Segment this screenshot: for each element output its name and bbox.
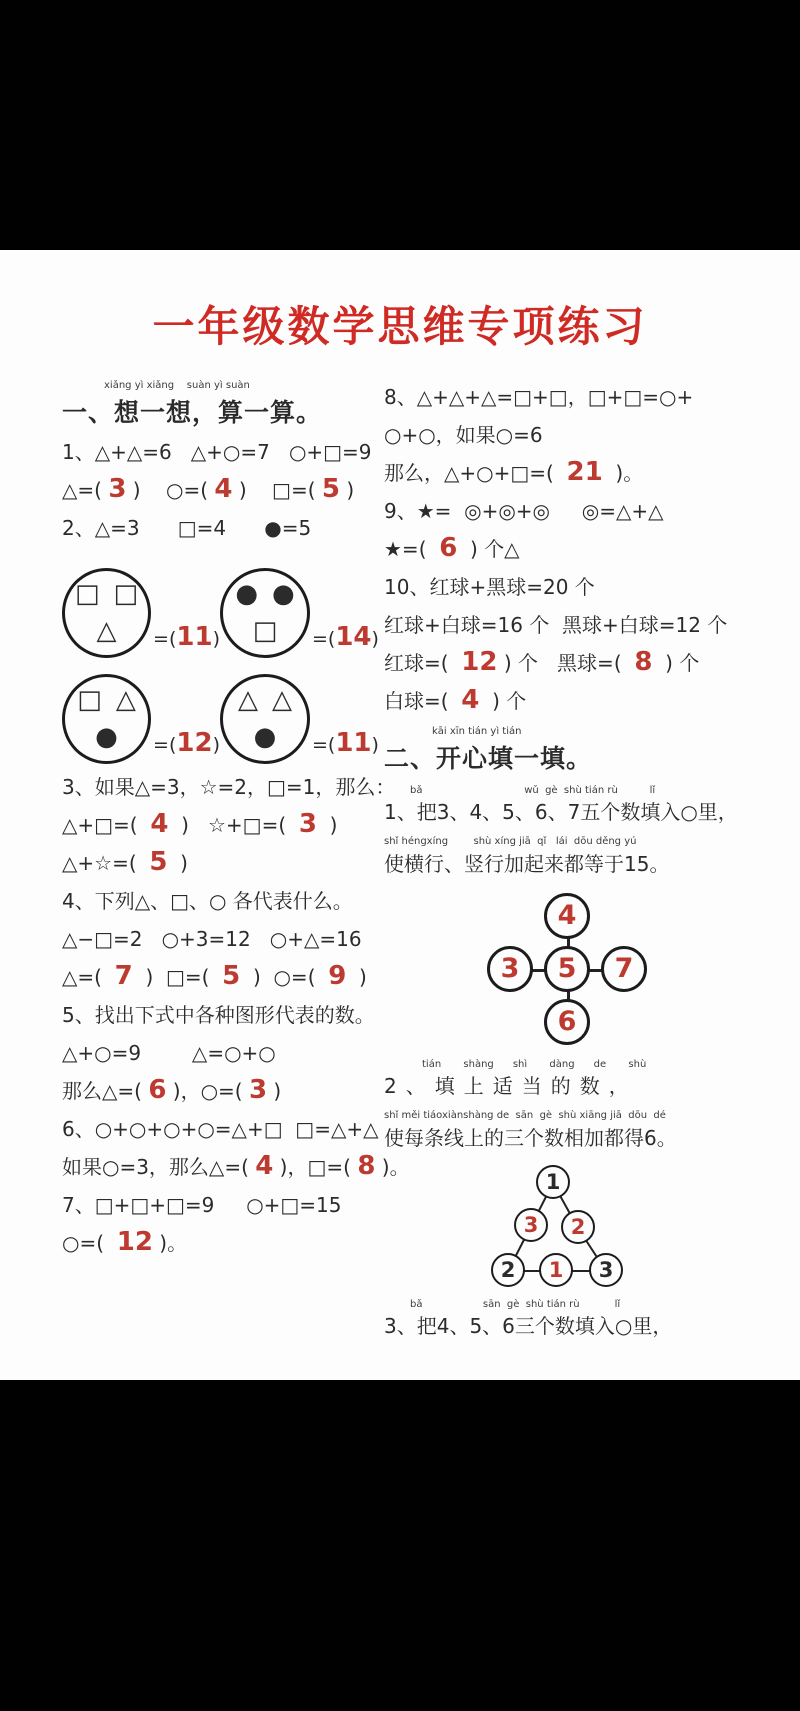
answer-value: 8 bbox=[634, 647, 653, 677]
square-shape: □ bbox=[74, 579, 100, 610]
answer-value: 7 bbox=[114, 960, 133, 991]
problem-10-line-1: 10、红球+黑球=20 个 bbox=[384, 575, 595, 599]
text-segment: 如果○=3，那么△=( bbox=[62, 1154, 256, 1179]
face-answer bbox=[153, 727, 220, 758]
face-circle bbox=[62, 674, 151, 764]
equals-open: =( bbox=[312, 627, 336, 650]
answer-value: 6 bbox=[439, 533, 458, 563]
triangle-figure bbox=[488, 1165, 638, 1293]
triangle-circle-bottom-left: 2 bbox=[491, 1253, 525, 1287]
answer-value: 4 bbox=[150, 808, 169, 839]
problem-4-equations: △−□=2 ○+3=12 ○+△=16 bbox=[62, 926, 362, 951]
triangle-shape: △ bbox=[238, 685, 258, 716]
problem-1-answers bbox=[62, 473, 382, 505]
answer-value: 11 bbox=[335, 727, 372, 758]
problem-4-answers bbox=[62, 960, 382, 992]
cross-circle-left: 3 bbox=[487, 946, 533, 992]
problem-5-equations: △+○=9 △=○+○ bbox=[62, 1040, 276, 1065]
answer-value: 4 bbox=[461, 685, 480, 715]
text-segment: )，○=( bbox=[166, 1078, 249, 1103]
dot-shape: ● bbox=[95, 721, 118, 752]
problem-3-answers-2 bbox=[62, 846, 382, 878]
text-segment: 红球=( bbox=[384, 651, 462, 675]
right-column bbox=[384, 374, 758, 1350]
equals-close: ) bbox=[212, 627, 220, 650]
text-segment: ) bbox=[346, 964, 367, 989]
pinyin-annotation: shǐ héngxíng shù xíng jiā qǐ lái dōu děng yú bbox=[384, 836, 637, 847]
answer-value: 4 bbox=[255, 1150, 274, 1181]
problem-10-line-2: 红球+白球=16 个 黑球+白球=12 个 bbox=[384, 613, 728, 637]
face-figure-2 bbox=[220, 552, 382, 658]
pinyin-annotation: kāi xīn tián yì tián bbox=[432, 726, 522, 737]
text-segment: ) 个△ bbox=[457, 537, 520, 561]
answer-value: 5 bbox=[222, 960, 241, 991]
text-segment: 那么，△+○+□=( bbox=[384, 461, 567, 485]
problem-10-answers-1 bbox=[384, 649, 758, 678]
fill-problem-1-statement-1: 1、把3、4、5、6、7五个数填入○里， bbox=[384, 800, 738, 824]
problem-6-equations: 6、○+○+○+○=△+□ □=△+△ bbox=[62, 1116, 379, 1141]
problem-9-equations: 9、★= ◎+◎+◎ ◎=△+△ bbox=[384, 499, 664, 523]
letterbox-bottom bbox=[0, 1380, 800, 1711]
problem-7-equations: 7、□+□+□=9 ○+□=15 bbox=[62, 1192, 342, 1217]
face-circle bbox=[220, 568, 310, 658]
problem-3-statement: 3、如果△=3，☆=2，□=1，那么： bbox=[62, 774, 396, 799]
face-circle bbox=[62, 568, 151, 658]
answer-value: 11 bbox=[176, 621, 213, 652]
problem-8-line-1: 8、△+△+△=□+□，□+□=○+ bbox=[384, 385, 694, 409]
answer-value: 3 bbox=[298, 808, 317, 839]
triangle-circle-middle-left: 3 bbox=[514, 1208, 548, 1242]
text-segment: 白球=( bbox=[384, 689, 462, 713]
cross-circle-center: 5 bbox=[544, 946, 590, 992]
problem-1-equations: 1、△+△=6 △+○=7 ○+□=9 bbox=[62, 439, 372, 464]
problem-6-answers bbox=[62, 1150, 410, 1182]
problem-2-legend: 2、△=3 □=4 ●=5 bbox=[62, 515, 312, 540]
face-figures bbox=[62, 552, 382, 764]
answer-value: 4 bbox=[214, 473, 233, 504]
square-shape: □ bbox=[77, 685, 102, 716]
text-segment: △+□=( bbox=[62, 812, 151, 837]
problem-8-line-2: ○+○，如果○=6 bbox=[384, 423, 543, 447]
section-one-heading: 一、想一想，算一算。 bbox=[62, 397, 323, 427]
answer-value: 14 bbox=[335, 621, 372, 652]
square-shape: □ bbox=[252, 615, 278, 646]
text-segment: ) ☆+□=( bbox=[168, 812, 299, 837]
cross-circle-right: 7 bbox=[601, 946, 647, 992]
answer-value: 5 bbox=[149, 846, 168, 877]
problem-9-answers bbox=[384, 535, 758, 564]
triangle-circle-top: 1 bbox=[536, 1165, 570, 1199]
triangle-shape: △ bbox=[272, 685, 292, 716]
equals-close: ) bbox=[371, 733, 379, 756]
letterbox-top bbox=[0, 0, 800, 250]
equals-open: =( bbox=[153, 627, 177, 650]
problem-7-answers bbox=[62, 1226, 382, 1258]
fill-problem-2-statement-1: 2、填上适当的数， bbox=[384, 1074, 638, 1098]
problem-10-answers-2 bbox=[384, 687, 758, 716]
text-segment: ) ○=( bbox=[240, 964, 329, 989]
face-figure-1 bbox=[62, 552, 220, 658]
text-segment: ) 个 bbox=[652, 651, 700, 675]
square-shape: □ bbox=[113, 579, 139, 610]
problem-8-answers bbox=[384, 459, 758, 488]
text-segment: )。 bbox=[152, 1230, 188, 1255]
answer-value: 21 bbox=[566, 457, 603, 487]
text-segment: △=( bbox=[62, 964, 115, 989]
text-segment: ) 个 黑球=( bbox=[497, 651, 635, 675]
face-answer bbox=[153, 621, 220, 652]
pinyin-annotation: tián shàng shì dàng de shù bbox=[422, 1058, 647, 1070]
answer-value: 9 bbox=[328, 960, 347, 991]
pinyin-annotation: bǎ wǔ gè shù tián rù lǐ bbox=[410, 784, 656, 796]
text-segment: ★=( bbox=[384, 537, 440, 561]
dot-shape: ● bbox=[235, 579, 258, 610]
triangle-circle-bottom-right: 3 bbox=[589, 1253, 623, 1287]
face-figure-3 bbox=[62, 658, 220, 764]
page-title: 一年级数学思维专项练习 bbox=[152, 302, 648, 351]
text-segment: )。 bbox=[602, 461, 644, 485]
problem-4-statement: 4、下列△、□、○ 各代表什么。 bbox=[62, 888, 353, 913]
left-column bbox=[62, 370, 410, 1267]
answer-value: 12 bbox=[176, 727, 213, 758]
text-segment: ) bbox=[267, 1078, 282, 1103]
pinyin-annotation: bǎ sān gè shù tián rù lǐ bbox=[410, 1298, 621, 1310]
fill-problem-1-statement-2: 使横行、竖行加起来都等于15。 bbox=[384, 851, 670, 876]
face-answer bbox=[312, 727, 379, 758]
answer-value: 12 bbox=[461, 647, 498, 677]
text-segment: ) □=( bbox=[132, 964, 223, 989]
face-figure-4 bbox=[220, 658, 382, 764]
triangle-shape: △ bbox=[96, 615, 117, 646]
equals-close: ) bbox=[371, 627, 379, 650]
dot-shape: ● bbox=[272, 579, 295, 610]
answer-value: 12 bbox=[116, 1226, 153, 1257]
text-segment: ) bbox=[316, 812, 338, 837]
text-segment: △=( bbox=[62, 477, 109, 502]
answer-value: 5 bbox=[321, 473, 340, 504]
pinyin-annotation: shǐ měi tiáoxiànshàng de sān gè shù xiāng jiā dōu dé bbox=[384, 1110, 666, 1121]
face-circle bbox=[220, 674, 310, 764]
section-two-heading: 二、开心填一填。 bbox=[384, 743, 593, 773]
text-segment: ) ○=( bbox=[126, 477, 215, 502]
text-segment: ) □=( bbox=[232, 477, 322, 502]
pinyin-annotation: xiǎng yì xiǎng suàn yì suàn bbox=[104, 380, 250, 391]
text-segment: ○=( bbox=[62, 1230, 117, 1255]
text-segment: )，□=( bbox=[273, 1154, 358, 1179]
triangle-circle-bottom-center: 1 bbox=[539, 1253, 573, 1287]
problem-5-statement: 5、找出下式中各种图形代表的数。 bbox=[62, 1002, 375, 1027]
cross-circle-bottom: 6 bbox=[544, 999, 590, 1045]
face-answer bbox=[312, 621, 379, 652]
answer-value: 8 bbox=[357, 1150, 376, 1181]
text-segment: 那么△=( bbox=[62, 1078, 149, 1103]
fill-problem-2-statement-2: 使每条线上的三个数相加都得6。 bbox=[384, 1125, 677, 1150]
worksheet-page bbox=[0, 250, 800, 1380]
dot-shape: ● bbox=[253, 721, 277, 752]
problem-5-answers bbox=[62, 1074, 382, 1106]
cross-figure bbox=[484, 893, 654, 1051]
text-segment: △+☆=( bbox=[62, 850, 150, 875]
problem-3-answers-1 bbox=[62, 808, 382, 840]
answer-value: 3 bbox=[108, 473, 127, 504]
equals-open: =( bbox=[153, 733, 177, 756]
text-segment: ) bbox=[339, 477, 355, 502]
text-segment: ) bbox=[167, 850, 188, 875]
triangle-circle-middle-right: 2 bbox=[561, 1210, 595, 1244]
text-segment: )。 bbox=[375, 1154, 410, 1179]
answer-value: 6 bbox=[148, 1074, 167, 1105]
answer-value: 3 bbox=[248, 1074, 268, 1105]
equals-close: ) bbox=[212, 733, 220, 756]
equals-open: =( bbox=[312, 733, 336, 756]
triangle-shape: △ bbox=[115, 685, 136, 716]
cross-circle-top: 4 bbox=[544, 893, 590, 939]
fill-problem-3-statement: 3、把4、5、6三个数填入○里， bbox=[384, 1314, 673, 1338]
text-segment: ) 个 bbox=[479, 689, 527, 713]
